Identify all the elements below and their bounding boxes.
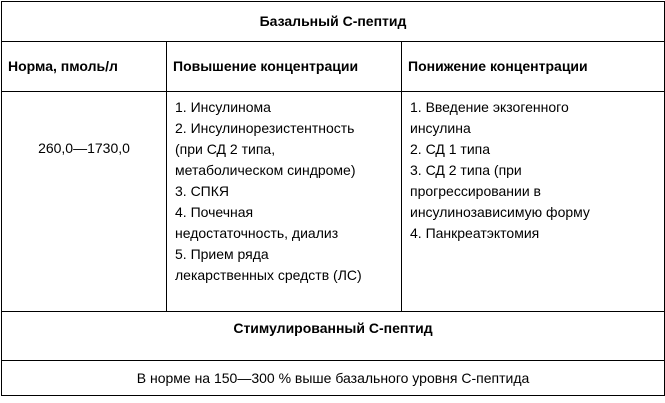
norm-value: 260,0—1730,0	[2, 92, 167, 312]
list-item: 1. Введение экзогенного	[410, 99, 569, 115]
stimulated-title: Стимулированный С-пептид	[2, 312, 665, 361]
list-item: лекарственных средств (ЛС)	[175, 267, 362, 283]
list-item: 2. Инсулинорезистентность	[175, 120, 355, 136]
stimulated-text: В норме на 150—300 % выше базального уровня С-пептида	[2, 361, 665, 396]
increase-list	[167, 92, 402, 312]
list-item: недостаточность, диализ	[175, 225, 339, 241]
header-norm: Норма, пмоль/л	[2, 42, 167, 92]
list-item: 3. СД 2 типа (при	[410, 162, 522, 178]
c-peptide-table	[1, 1, 665, 396]
list-item: 4. Почечная	[175, 204, 254, 220]
table-title: Базальный С-пептид	[2, 2, 665, 42]
list-item: 5. Прием ряда	[175, 246, 269, 262]
title-row	[2, 2, 665, 42]
stimulated-title-row	[2, 312, 665, 361]
list-item: метаболическом синдроме)	[175, 162, 356, 178]
list-item: 4. Панкреатэктомия	[410, 225, 540, 241]
list-item: 3. СПКЯ	[175, 183, 230, 199]
header-decrease: Понижение концентрации	[402, 42, 665, 92]
list-item: инсулина	[410, 120, 471, 136]
stimulated-text-row	[2, 361, 665, 396]
list-item: (при СД 2 типа,	[175, 141, 276, 157]
list-item: прогрессировании в	[410, 183, 541, 199]
c-peptide-table-container	[0, 1, 665, 403]
list-item: 1. Инсулинома	[175, 99, 271, 115]
list-item: 2. СД 1 типа	[410, 141, 491, 157]
header-row	[2, 42, 665, 92]
list-item: инсулинозависимую форму	[410, 204, 590, 220]
decrease-list	[402, 92, 665, 312]
header-increase: Повышение концентрации	[167, 42, 402, 92]
data-row	[2, 92, 665, 312]
